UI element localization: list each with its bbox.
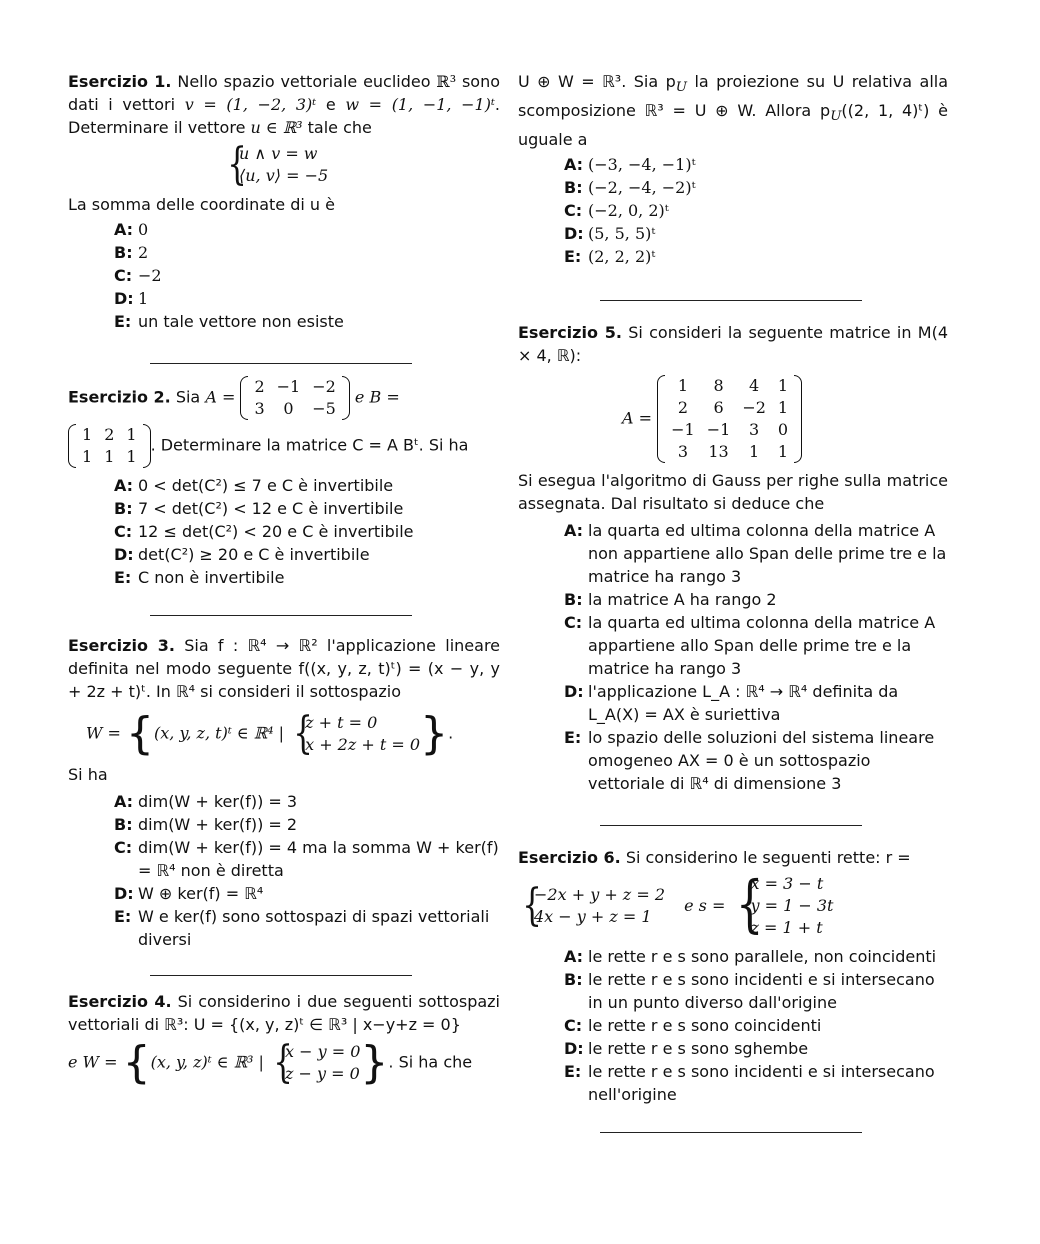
exercise-3-option-a[interactable]: A: dim(W + ker(f)) = 3 [114, 792, 298, 811]
exercise-3: Esercizio 3. Sia f : ℝ⁴ → ℝ² l'applicazione lineare definita nel modo seguente f((x, y, z, t)ᵗ) = (x − y, y + 2z + t)ᵗ. In ℝ⁴ si consideri il sottospazio W = {(x, y, z, t)ᵗ ∈ ℝ⁴ | { z + t = 0 x + 2z + t = 0 }. Si ha A: dim(W + ker(f)) = 3 B: dim(W + ker(f)) = 2 C: dim(W + ker(f)) = 4 ma la somma W + ker(f) = ℝ⁴ non è diretta D: W ⊕ ker(f) = ℝ⁴ E: W e ker(f) sono sottospazi di spazi vettoriali diversi [68, 636, 501, 949]
exercise-2 [68, 376, 500, 589]
exercise-2-option-a[interactable]: A: 0 < det(C²) ≤ 7 e C è invertibile [114, 476, 394, 495]
exercise-3-option-e[interactable]: E: W e ker(f) sono sottospazi di spazi vettoriali diversi [114, 907, 490, 949]
exercise-4 [68, 990, 500, 1088]
exercise-6-option-b[interactable]: B: le rette r e s sono incidenti e si intersecano in un punto diverso dall'origine [564, 970, 935, 1013]
exercise-4-option-a[interactable]: A: (−3, −4, −1)ᵗ [564, 155, 696, 175]
exercise-1 [68, 70, 500, 333]
separator-1 [150, 363, 412, 364]
exercise-6-title: Esercizio 6. [518, 848, 621, 868]
exercise-3-option-b[interactable]: B: dim(W + ker(f)) = 2 [114, 815, 298, 834]
exercise-5-question: Si esegua l'algoritmo di Gauss per righe sulla matrice assegnata. Dal risultato si deduce che [518, 471, 948, 514]
exercise-6-option-c[interactable]: C: le rette r e s sono coincidenti [564, 1016, 822, 1036]
separator-2 [150, 615, 412, 616]
exercise-2-option-c[interactable]: C: 12 ≤ det(C²) < 20 e C è invertibile [114, 522, 414, 541]
exercise-6-option-d[interactable]: D: le rette r e s sono sghembe [564, 1039, 809, 1059]
exercise-4-option-b[interactable]: B: (−2, −4, −2)ᵗ [564, 178, 696, 198]
exercise-3-statement: Esercizio 3. Sia f : ℝ⁴ → ℝ² l'applicazione lineare definita nel modo seguente f((x, y, z, t)ᵗ) = (x − y, y + 2z + t)ᵗ. In ℝ⁴ si consideri il sottospazio [68, 636, 501, 701]
exercise-5-statement: Esercizio 5. Si consideri la seguente matrice in M(4 × 4, ℝ): [518, 323, 949, 366]
exercise-1-option-c[interactable]: C: −2 [114, 266, 162, 285]
exercise-6-option-a[interactable]: A: le rette r e s sono parallele, non coincidenti [564, 947, 937, 967]
exercise-4-statement-2: U ⊕ W = ℝ³. Sia $p_U$ la proiezione su U relativa alla scomposizione ℝ³ = U ⊕ W. Allora $p_U((2$, 1, 4)ᵗ) è uguale a [518, 72, 949, 150]
exercise-4-title: Esercizio 4. [68, 992, 172, 1011]
exercise-5-matrix: A = 1 8 4 1 2 6 −2 1 −1 −1 3 0 3 13 1 1 [622, 375, 948, 463]
separator-6 [600, 1132, 862, 1133]
exercise-3-title: Esercizio 3. [68, 636, 175, 655]
exercise-3-subspace: W = {(x, y, z, t)ᵗ ∈ ℝ⁴ | { z + t = 0 x + 2z + t = 0 }. [86, 708, 454, 759]
exercise-1-statement: Esercizio 1. Nello spazio vettoriale euclideo ℝ³ sono dati i vettori v = (1, −2, 3)ᵗ e w = (1, −1, −1)ᵗ. Determinare il vettore u ∈ ℝ³ tale che [68, 72, 501, 137]
exercise-2-statement: Esercizio 2. Sia A = 2 −1 −2 3 0 −5 e B = [68, 377, 400, 418]
exercise-1-option-a[interactable]: A: 0 [114, 220, 149, 239]
separator-3 [150, 975, 412, 976]
exercise-1-title: Esercizio 1. [68, 72, 172, 91]
exercise-2-title: Esercizio 2. [68, 387, 171, 407]
exercise-5-option-c[interactable]: C: la quarta ed ultima colonna della matrice A appartiene allo Span delle prime tre e la matrice ha rango 3 [564, 613, 936, 679]
exercise-1-system: { u ∧ v = w ⟨u, v⟩ = −5 [227, 139, 329, 190]
exercise-4-option-c[interactable]: C: (−2, 0, 2)ᵗ [564, 201, 669, 221]
exercise-5-options [564, 519, 948, 795]
exercise-6-options [564, 945, 948, 1106]
exercise-2-option-b[interactable]: B: 7 < det(C²) < 12 e C è invertibile [114, 499, 404, 518]
right-column [518, 70, 948, 1133]
matrix-b: 1 2 1 1 1 1 [68, 424, 151, 468]
exercise-6-option-e[interactable]: E: le rette r e s sono incidenti e si intersecano nell'origine [564, 1062, 935, 1105]
exercise-2-options [114, 474, 500, 589]
exercise-6-statement: Esercizio 6. Si considerino le seguenti rette: r = [518, 848, 911, 868]
exercise-1-option-b[interactable]: B: 2 [114, 243, 149, 262]
exercise-6-lines: { −2x + y + z = 2 4x − y + z = 1 e s = { x = 3 − t y = 1 − 3t z = 1 + t [522, 867, 834, 941]
exercise-5-option-e[interactable]: E: lo spazio delle soluzioni del sistema lineare omogeneo AX = 0 è un sottospazio vettoriale di ℝ⁴ di dimensione 3 [564, 728, 935, 794]
exercise-5-title: Esercizio 5. [518, 323, 622, 343]
exercise-4-continued [518, 70, 948, 268]
exercise-2-statement-2: 1 2 1 1 1 1 . Determinare la matrice C = A Bᵗ. Si ha [68, 424, 500, 468]
exercise-5 [518, 321, 948, 795]
exercise-3-option-c[interactable]: C: dim(W + ker(f)) = 4 ma la somma W + ker(f) = ℝ⁴ non è diretta [114, 838, 499, 880]
exercise-6 [518, 846, 948, 1106]
exercise-1-option-d[interactable]: D: 1 [114, 289, 149, 308]
exercise-4-statement: Esercizio 4. Si considerino i due seguenti sottospazi vettoriali di ℝ³: U = {(x, y, z)ᵗ ∈ ℝ³ | x−y+z = 0} [68, 992, 500, 1034]
exercise-3-options [114, 790, 500, 951]
matrix-a-4x4: 1 8 4 1 2 6 −2 1 −1 −1 3 0 3 13 1 1 [657, 375, 802, 463]
exercise-4-option-e[interactable]: E: (2, 2, 2)ᵗ [564, 247, 656, 267]
exercise-4-options [564, 153, 948, 268]
exercise-5-option-d[interactable]: D: l'applicazione L_A : ℝ⁴ → ℝ⁴ definita da L_A(X) = AX è suriettiva [564, 682, 899, 725]
separator-5 [600, 825, 862, 826]
separator-4 [600, 300, 862, 301]
exercise-5-option-b[interactable]: B: la matrice A ha rango 2 [564, 590, 777, 610]
exercise-4-subspace: e W = {(x, y, z)ᵗ ∈ ℝ³ | { x − y = 0 z − y = 0 }. Si ha che [68, 1037, 473, 1088]
exercise-1-question: La somma delle coordinate di u è [68, 195, 335, 214]
exercise-4-option-d[interactable]: D: (5, 5, 5)ᵗ [564, 224, 656, 244]
exercise-2-option-d[interactable]: D: det(C²) ≥ 20 e C è invertibile [114, 545, 370, 564]
exercise-3-option-d[interactable]: D: W ⊕ ker(f) = ℝ⁴ [114, 884, 264, 903]
matrix-a: 2 −1 −2 3 0 −5 [240, 376, 349, 420]
exercise-1-options [114, 218, 500, 333]
left-column [68, 70, 500, 1088]
exercise-5-option-a[interactable]: A: la quarta ed ultima colonna della matrice A non appartiene allo Span delle prime tre e la matrice ha rango 3 [564, 521, 947, 587]
exercise-2-option-e[interactable]: E: C non è invertibile [114, 568, 285, 587]
exercise-1-option-e[interactable]: E: un tale vettore non esiste [114, 312, 344, 331]
